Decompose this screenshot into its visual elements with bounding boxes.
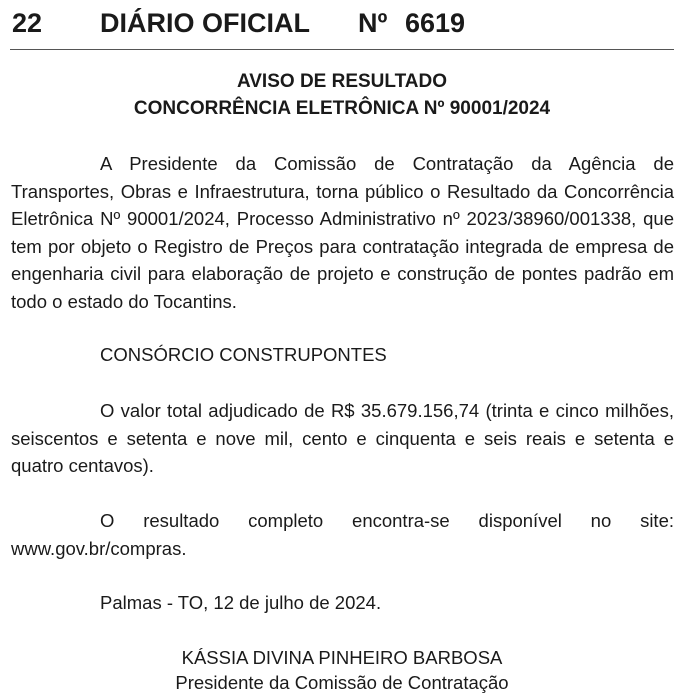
issue-number-sign: Nº	[358, 8, 388, 38]
page-number: 22	[12, 8, 43, 38]
place-and-date: Palmas - TO, 12 de julho de 2024.	[100, 592, 382, 613]
winning-consortium: CONSÓRCIO CONSTRUPONTES	[100, 344, 387, 365]
notice-paragraph-site: O resultado completo encontra-se disponível no site: www.gov.br/compras.	[11, 510, 674, 559]
page-header	[12, 6, 672, 40]
notice-title: AVISO DE RESULTADO	[236, 71, 448, 92]
signatory-role: Presidente da Comissão de Contratação	[175, 672, 509, 693]
header-divider	[10, 49, 674, 50]
issue-number: 6619	[405, 8, 466, 38]
journal-title: DIÁRIO OFICIAL	[100, 8, 310, 38]
notice-paragraph-object: A Presidente da Comissão de Contratação da Agência de Transportes, Obras e Infraestrutura, torna público o Resultado da Concorrência Eletrônica Nº 90001/2024, Processo Administrativo nº 2023/38960/001338, que tem por objeto o Registro de Preços para contratação integrada de empresa de engenharia civil para elaboração de projeto e construção de pontes padrão em todo o estado do Tocantins.	[11, 153, 674, 312]
notice-paragraph-value: O valor total adjudicado de R$ 35.679.156,74 (trinta e cinco milhões, seiscentos e setenta e nove mil, cento e cinquenta e seis reais e setenta e quatro centavos).	[11, 400, 674, 477]
notice-subtitle: CONCORRÊNCIA ELETRÔNICA Nº 90001/2024	[133, 98, 551, 119]
signatory-name: KÁSSIA DIVINA PINHEIRO BARBOSA	[181, 647, 503, 668]
